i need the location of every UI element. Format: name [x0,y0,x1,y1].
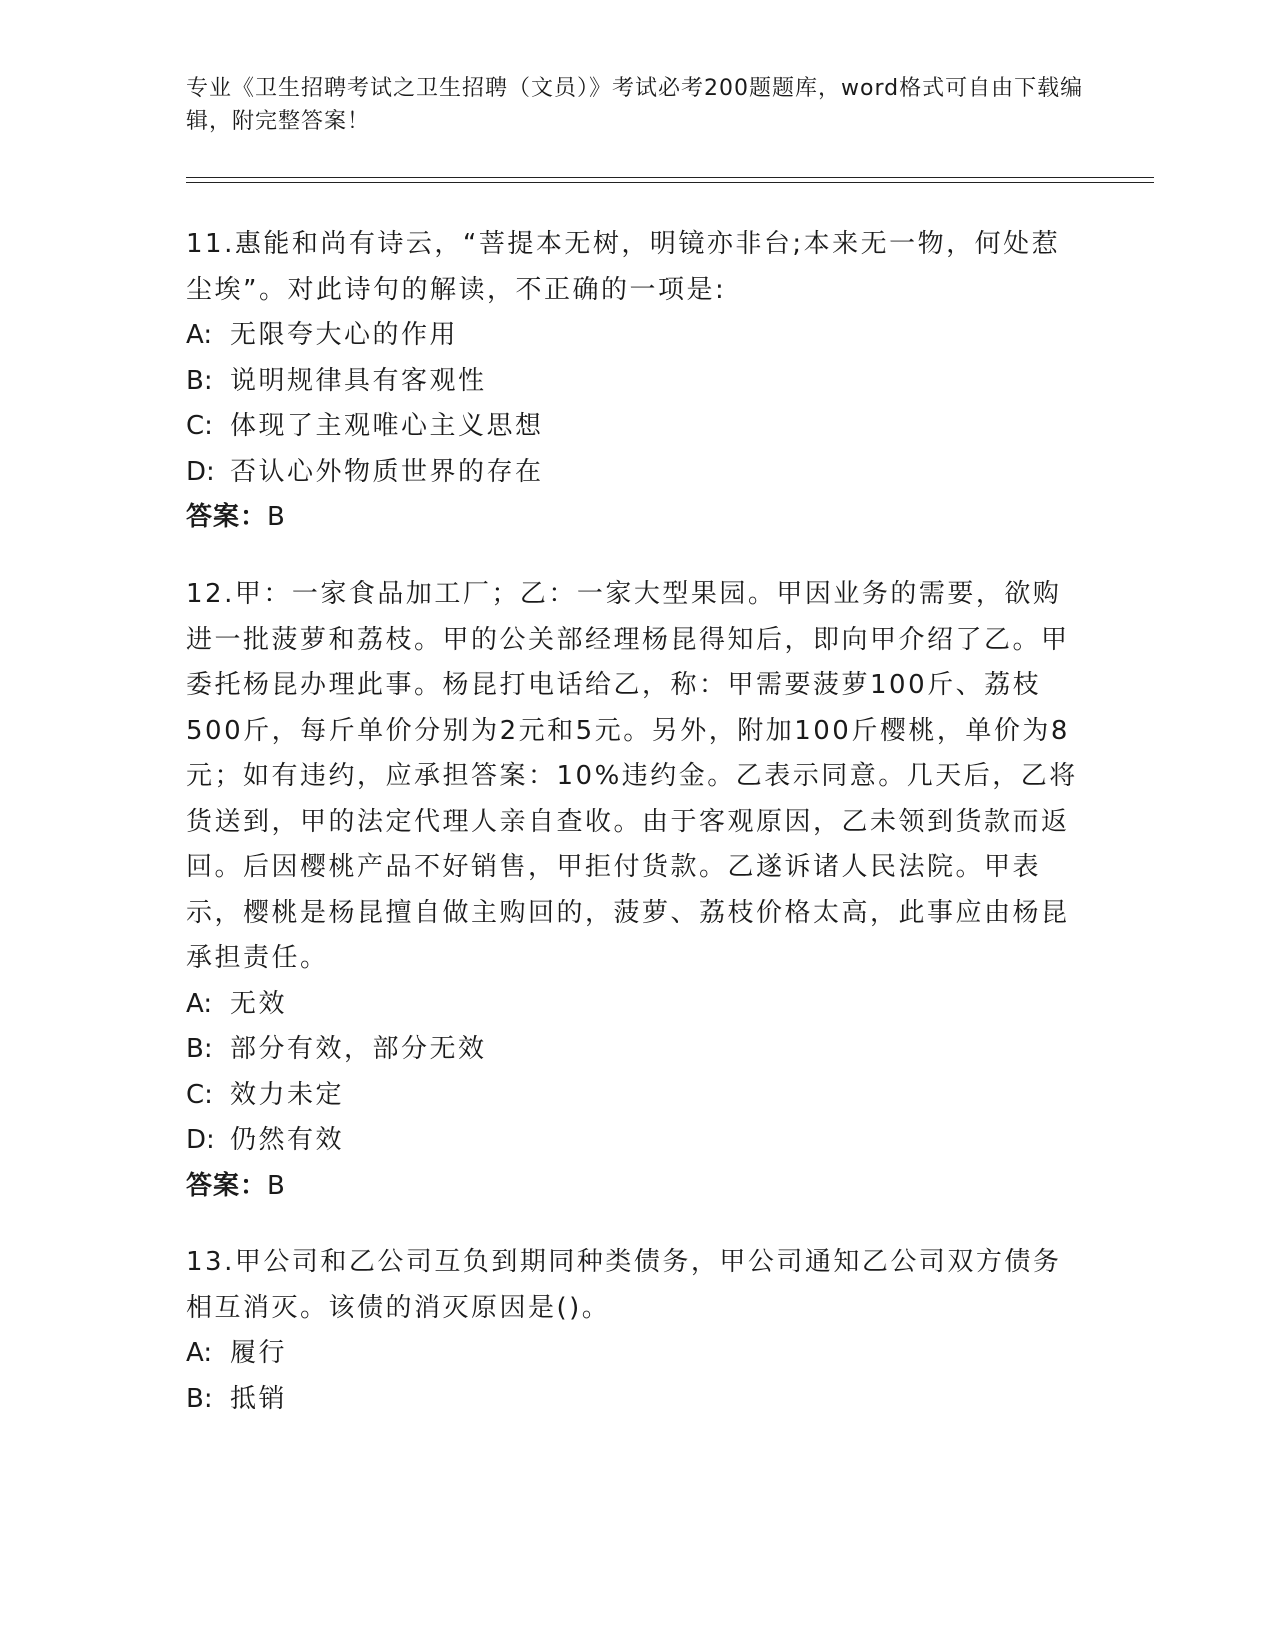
option-text: 履行 [230,1338,288,1368]
option-text: 说明规律具有客观性 [230,365,487,396]
option-c [186,404,1086,450]
header-divider-bottom [186,182,1154,183]
option-d [186,450,1086,496]
question-stem: 11.惠能和尚有诗云，“菩提本无树，明镜亦非台;本来无一物，何处惹尘埃”。对此诗句的解读，不正确的一项是: [186,229,1061,305]
question-stem: 12.甲：一家食品加工厂；乙：一家大型果园。甲因业务的需要，欲购进一批菠萝和荔枝。甲的公关部经理杨昆得知后，即向甲介绍了乙。甲委托杨昆办理此事。杨昆打电话给乙，称：甲需要菠萝100斤、荔枝500斤，每斤单价分别为2元和5元。另外，附加100斤樱桃，单价为8元；如有违约，应承担答案：10%违约金。乙表示同意。几天后，乙将货送到，甲的法定代理人亲自查收。由于客观原因，乙未领到货款而返回。后因樱桃产品不好销售，甲拒付货款。乙遂诉诸人民法院。甲表示，樱桃是杨昆擅自做主购回的，菠萝、荔枝价格太高，此事应由杨昆承担责任。 [186,579,1078,973]
option-label: B: [186,365,213,396]
answer-line [186,1164,1086,1210]
option-b [186,1377,1086,1423]
answer-label: 答案： [186,502,268,532]
question-stem: 13.甲公司和乙公司互负到期同种类债务，甲公司通知乙公司双方债务相互消灭。该债的消灭原因是()。 [186,1247,1062,1323]
option-label: D: [186,456,215,487]
option-text: 部分有效，部分无效 [230,1034,487,1064]
option-text: 效力未定 [230,1079,345,1110]
option-text: 否认心外物质世界的存在 [230,456,544,487]
question-12 [186,572,1086,1209]
question-11 [186,222,1086,541]
document-header: 专业《卫生招聘考试之卫生招聘（文员）》考试必考200题题库，word格式可自由下载编辑，附完整答案！ [186,76,1084,134]
question-13 [186,1240,1086,1422]
answer-line [186,495,1086,541]
option-label: C: [186,1079,213,1110]
option-a [186,982,1086,1028]
header-divider-top [186,177,1154,178]
option-label: A: [186,320,213,350]
option-d [186,1118,1086,1164]
option-label: B: [186,1383,213,1414]
option-b [186,359,1086,405]
option-label: A: [186,988,213,1019]
option-a [186,1331,1086,1377]
answer-label: 答案： [186,1170,268,1201]
option-label: D: [186,1125,215,1155]
option-text: 体现了主观唯心主义思想 [230,411,544,441]
option-label: B: [186,1034,213,1064]
option-text: 无效 [230,988,288,1019]
option-text: 仍然有效 [230,1125,345,1155]
option-c [186,1073,1086,1119]
option-b [186,1027,1086,1073]
answer-value: B [267,1170,286,1201]
answer-value: B [267,502,286,532]
option-a [186,313,1086,359]
option-label: C: [186,411,213,441]
option-text: 抵销 [230,1383,288,1414]
option-text: 无限夸大心的作用 [230,320,459,350]
option-label: A: [186,1338,213,1368]
